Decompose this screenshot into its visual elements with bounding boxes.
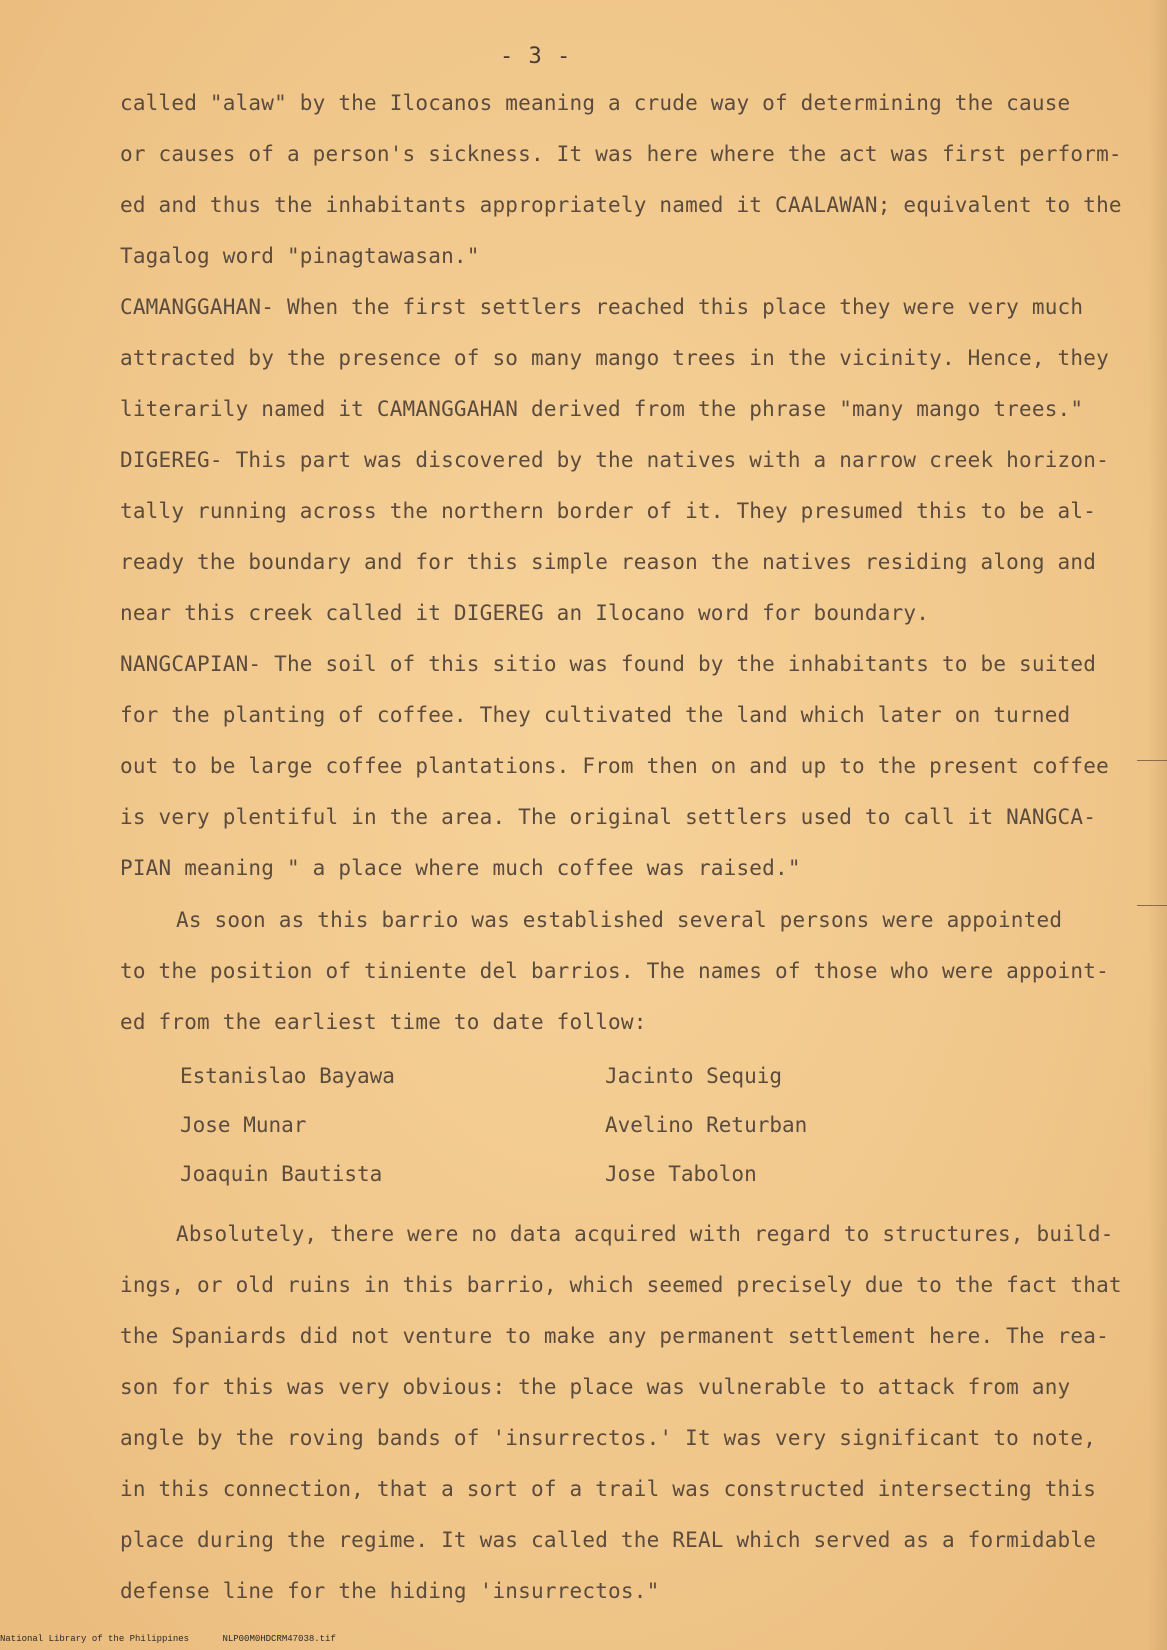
name-row — [180, 1052, 880, 1101]
name-entry: Avelino Returban — [605, 1113, 808, 1137]
text-line: for the planting of coffee. They cultivated the land which later on turned — [120, 703, 1071, 727]
paragraph-tenientes — [120, 895, 1120, 1048]
text-line: Absolutely, there were no data acquired with regard to structures, build- — [176, 1222, 1114, 1246]
text-line: As soon as this barrio was established several persons were appointed — [176, 908, 1063, 932]
text-line: NANGCAPIAN- The soil of this sitio was found by the inhabitants to be suited — [120, 652, 1097, 676]
text-line: ings, or old ruins in this barrio, which seemed precisely due to the fact that — [120, 1273, 1122, 1297]
name-entry: Joaquin Bautista — [180, 1162, 383, 1186]
text-line: ed and thus the inhabitants appropriately named it CAALAWAN; equivalent to the — [120, 193, 1122, 217]
paragraph-sitio-names — [120, 78, 1120, 894]
text-line: called "alaw" by the Ilocanos meaning a crude way of determining the cause — [120, 91, 1071, 115]
text-line: literarily named it CAMANGGAHAN derived from the phrase "many mango trees." — [120, 397, 1084, 421]
footer-filename: NLP00M0HDCRM47038.tif — [222, 1634, 336, 1644]
name-entry: Jose Tabolon — [605, 1162, 757, 1186]
name-entry: Jacinto Sequig — [605, 1064, 783, 1088]
name-entry: Jose Munar — [180, 1113, 307, 1137]
text-line: son for this was very obvious: the place was vulnerable to attack from any — [120, 1375, 1071, 1399]
name-row — [180, 1150, 880, 1199]
text-line: CAMANGGAHAN- When the first settlers reached this place they were very much — [120, 295, 1084, 319]
text-line: PIAN meaning " a place where much coffee was raised." — [120, 856, 801, 880]
text-line: DIGEREG- This part was discovered by the natives with a narrow creek horizon- — [120, 448, 1109, 472]
paragraph-structures — [120, 1209, 1120, 1617]
margin-mark — [1137, 905, 1167, 906]
page-number: - 3 - — [500, 44, 572, 69]
margin-mark — [1137, 760, 1167, 761]
text-line: defense line for the hiding 'insurrectos." — [120, 1579, 660, 1603]
text-line: attracted by the presence of so many mango trees in the vicinity. Hence, they — [120, 346, 1109, 370]
scan-footer — [0, 1634, 400, 1644]
footer-library: National Library of the Philippines — [0, 1634, 190, 1644]
text-line: out to be large coffee plantations. From then on and up to the present coffee — [120, 754, 1109, 778]
text-line: the Spaniards did not venture to make any permanent settlement here. The rea- — [120, 1324, 1109, 1348]
text-line: Tagalog word "pinagtawasan." — [120, 244, 480, 268]
page-edge-shadow — [1148, 0, 1167, 1650]
text-line: is very plentiful in the area. The original settlers used to call it NANGCA- — [120, 805, 1097, 829]
text-line: near this creek called it DIGEREG an Ilocano word for boundary. — [120, 601, 930, 625]
text-line: place during the regime. It was called the REAL which served as a formidable — [120, 1528, 1097, 1552]
text-line: or causes of a person's sickness. It was here where the act was first perform- — [120, 142, 1122, 166]
text-line: to the position of tiniente del barrios. The names of those who were appoint- — [120, 959, 1109, 983]
text-line: in this connection, that a sort of a trail was constructed intersecting this — [120, 1477, 1097, 1501]
name-row — [180, 1101, 880, 1150]
name-entry: Estanislao Bayawa — [180, 1064, 395, 1088]
text-line: angle by the roving bands of 'insurrectos.' It was very significant to note, — [120, 1426, 1097, 1450]
text-line: ed from the earliest time to date follow: — [120, 1010, 647, 1034]
tenientes-name-list — [180, 1052, 880, 1199]
text-line: tally running across the northern border of it. They presumed this to be al- — [120, 499, 1097, 523]
text-line: ready the boundary and for this simple reason the natives residing along and — [120, 550, 1097, 574]
